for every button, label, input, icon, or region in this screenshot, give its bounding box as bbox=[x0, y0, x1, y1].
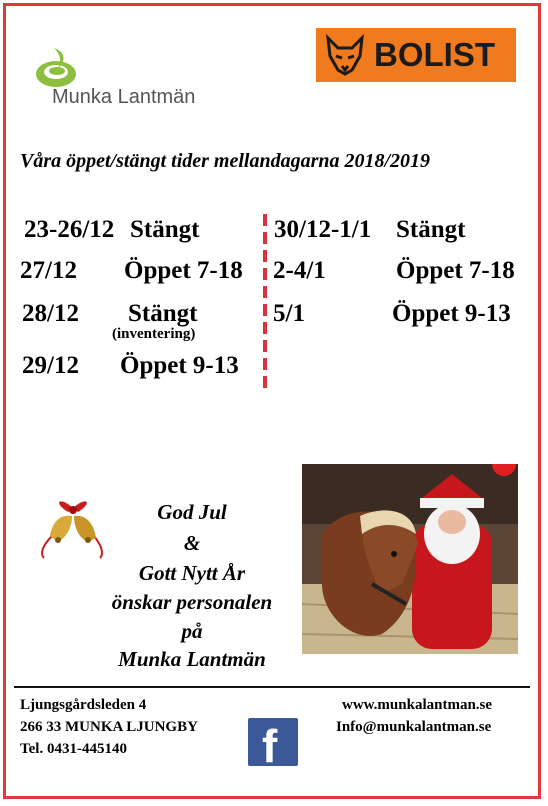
greeting-line: Gott Nytt År bbox=[138, 561, 246, 585]
schedule-date: 23-26/12 bbox=[24, 216, 115, 243]
schedule-status: Stängt bbox=[128, 300, 198, 327]
schedule-note: (inventering) bbox=[112, 326, 196, 342]
schedule-status: Stängt bbox=[396, 216, 466, 243]
greeting-line: på bbox=[181, 619, 203, 643]
footer-divider bbox=[14, 686, 530, 688]
schedule-status: Öppet 9-13 bbox=[120, 352, 239, 379]
munka-lantman-logo-icon bbox=[32, 44, 82, 90]
schedule-status: Stängt bbox=[130, 216, 200, 243]
bolist-wordmark: BOLIST bbox=[374, 36, 495, 73]
schedule-status: Öppet 9-13 bbox=[392, 300, 511, 327]
website-link[interactable]: www.munkalantman.se bbox=[342, 697, 493, 713]
facebook-icon[interactable]: f bbox=[248, 718, 298, 766]
poster-border bbox=[3, 3, 541, 799]
schedule-status: Öppet 7-18 bbox=[124, 257, 243, 284]
schedule-date: 29/12 bbox=[22, 352, 79, 379]
santa-pony-photo bbox=[302, 464, 518, 654]
munka-lantman-wordmark: Munka Lantmän bbox=[52, 86, 196, 108]
greeting-line: Munka Lantmän bbox=[118, 647, 266, 671]
email-link[interactable]: Info@munkalantman.se bbox=[336, 719, 492, 735]
schedule-date: 2-4/1 bbox=[273, 257, 326, 284]
schedule-date: 27/12 bbox=[20, 257, 77, 284]
address-line: 266 33 MUNKA LJUNGBY bbox=[20, 719, 198, 735]
address-line: Ljungsgårdsleden 4 bbox=[20, 697, 147, 713]
schedule-status: Öppet 7-18 bbox=[396, 257, 515, 284]
greeting-line: önskar personalen bbox=[111, 590, 273, 614]
greeting-line: & bbox=[183, 531, 201, 555]
greeting-line: God Jul bbox=[157, 500, 227, 524]
dashed-divider bbox=[263, 214, 267, 392]
wolf-head-icon bbox=[322, 32, 368, 78]
schedule-date: 28/12 bbox=[22, 300, 79, 327]
page-title: Våra öppet/stängt tider mellandagarna 2018/2019 bbox=[20, 150, 431, 172]
schedule-date: 5/1 bbox=[273, 300, 305, 327]
schedule-date: 30/12-1/1 bbox=[274, 216, 372, 243]
phone-number: Tel. 0431-445140 bbox=[20, 741, 127, 757]
